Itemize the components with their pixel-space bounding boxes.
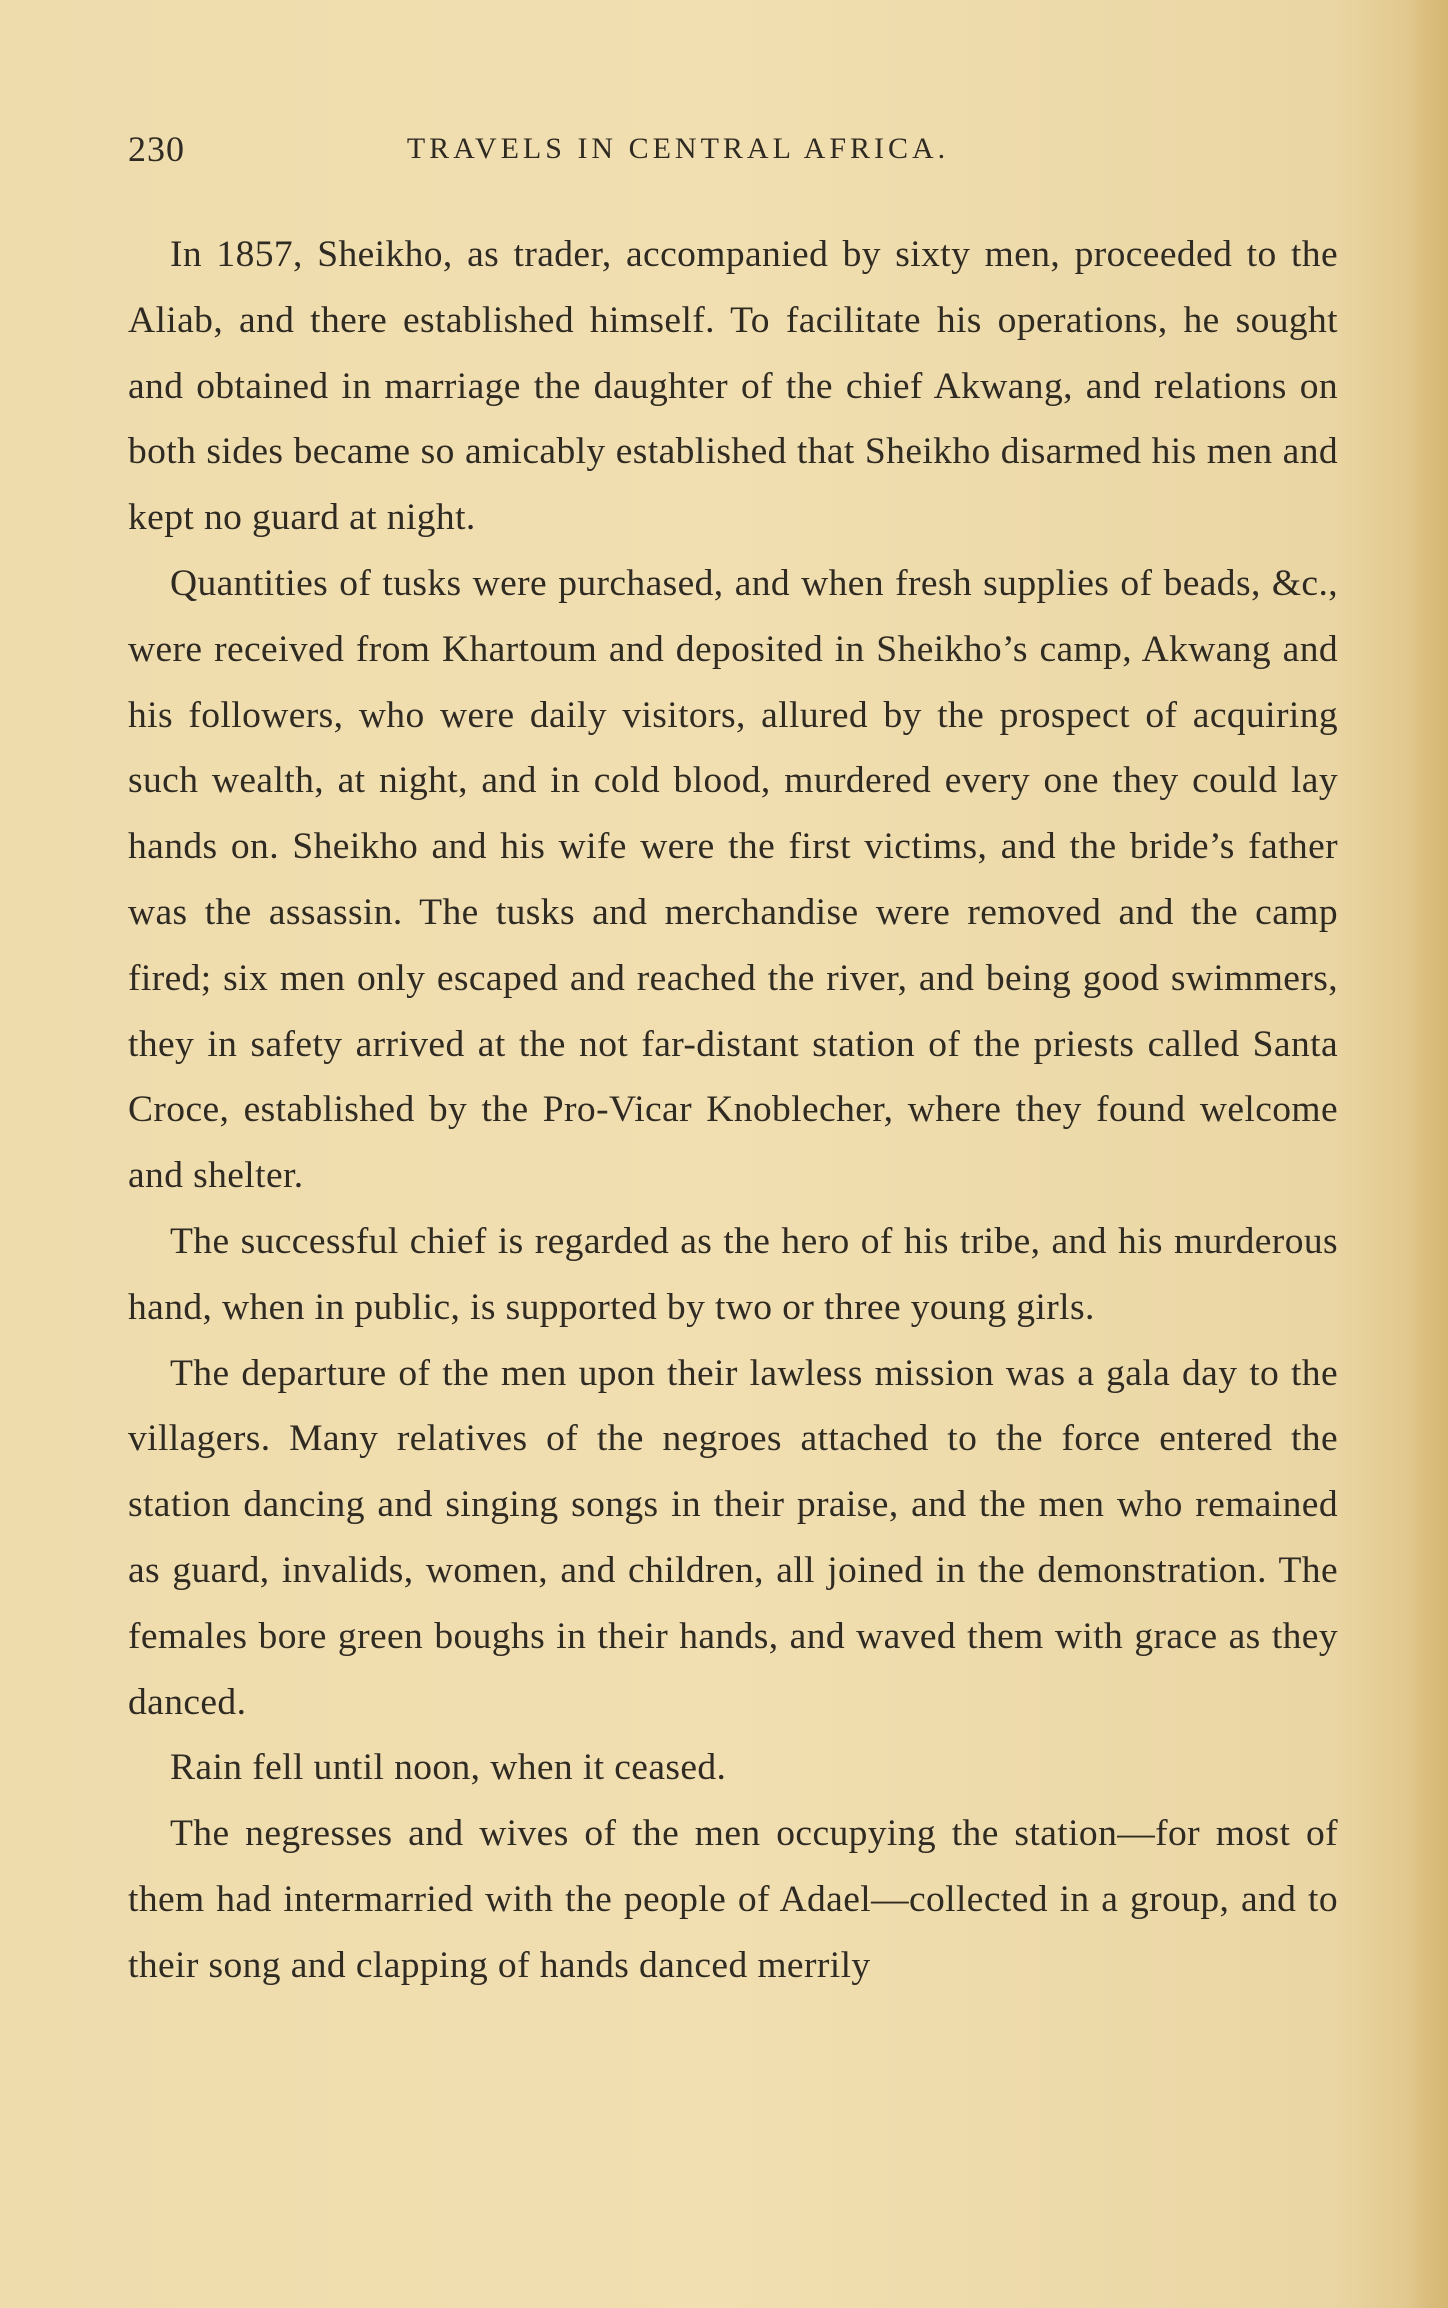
- page-edge-shadow: [1408, 0, 1448, 2308]
- running-title: TRAVELS IN CENTRAL AFRICA.: [406, 132, 950, 165]
- paragraph-2: Quantities of tusks were purchased, and when fresh supplies of beads, &c., were received from Khartoum and deposited in Sheikho’s camp, Akwang and his followers, who were daily visitors, allured by the prospect of acquiring such wealth, at night, and in cold blood, murdered every one they could lay hands on. Sheikho and his wife were the first victims, and the bride’s father was the assassin. The tusks and merchandise were removed and the camp fired; six men only escaped and reached the river, and being good swimmers, they in safety arrived at the not far-distant station of the priests called Santa Croce, established by the Pro-Vicar Knoblecher, where they found welcome and shelter.: [128, 562, 1338, 1197]
- page-header: [128, 128, 1348, 176]
- page-number: 230: [128, 129, 185, 169]
- paragraph-4: The departure of the men upon their lawless mission was a gala day to the villagers. Many relatives of the negroes attached to the force entered the station dancing and singing songs in their praise, and the men who remained as guard, invalids, women, and children, all joined in the demonstration. The females bore green boughs in their hands, and waved them with grace as they danced.: [128, 1352, 1338, 1723]
- body-text: [128, 222, 1338, 1999]
- paragraph-5: Rain fell until noon, when it ceased.: [170, 1747, 727, 1789]
- paragraph-3: The successful chief is regarded as the hero of his tribe, and his murderous hand, when in public, is supported by two or three young girls.: [128, 1220, 1338, 1328]
- paragraph-6: The negresses and wives of the men occupying the station—for most of them had intermarried with the people of Adael—collected in a group, and to their song and clapping of hands danced merrily: [128, 1813, 1338, 1986]
- paragraph-1: In 1857, Sheikho, as trader, accompanied by sixty men, proceeded to the Aliab, and there established himself. To facilitate his operations, he sought and obtained in marriage the daughter of the chief Akwang, and relations on both sides became so amicably established that Sheikho disarmed his men and kept no guard at night.: [128, 234, 1338, 539]
